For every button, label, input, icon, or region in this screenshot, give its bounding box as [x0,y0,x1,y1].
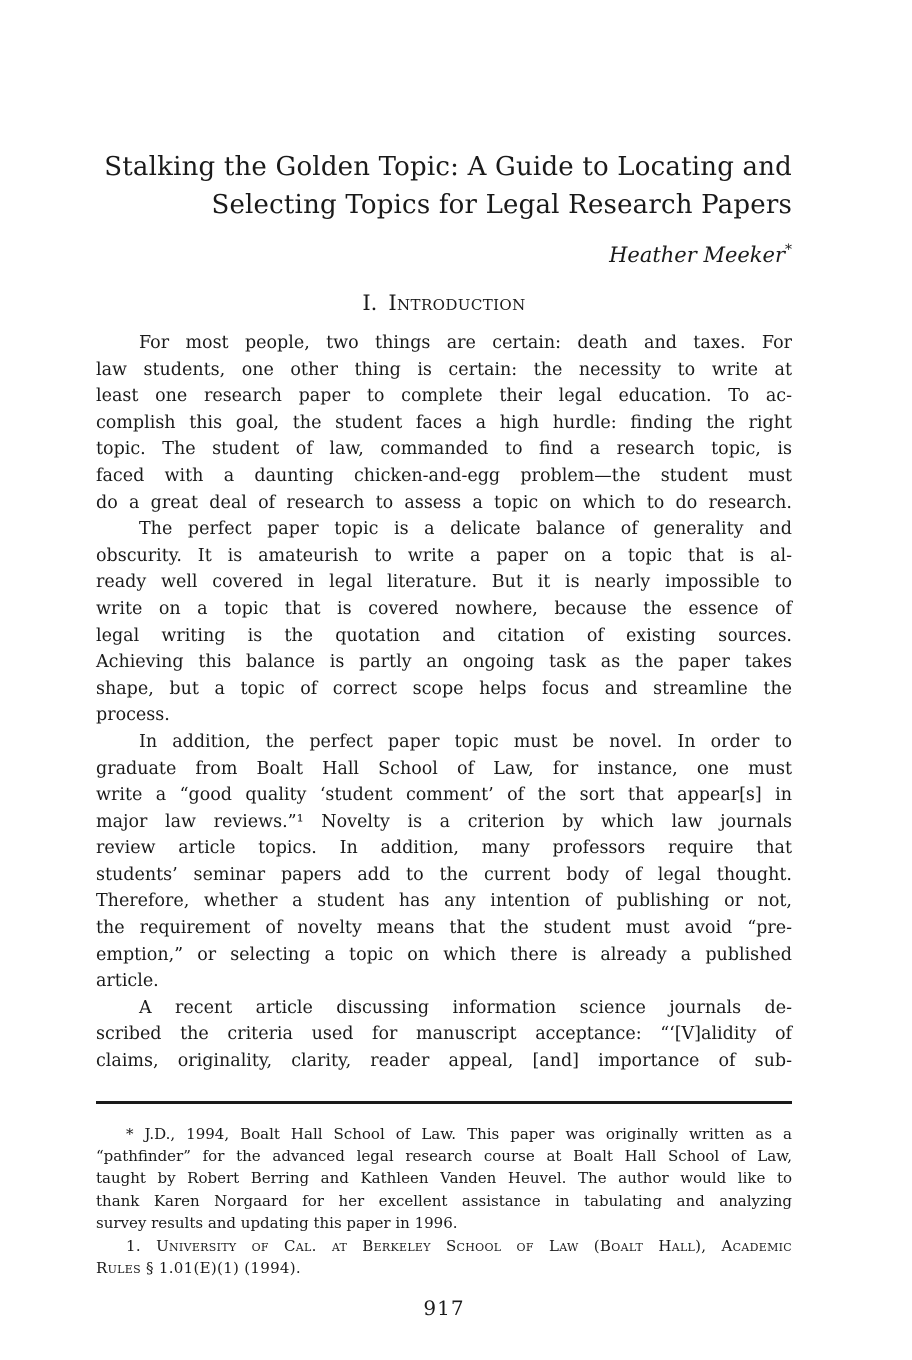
paragraph [96,729,792,995]
paragraph [96,330,792,516]
text-column [96,0,792,1320]
footnote-line: thank Karen Norgaard for her excellent assistance in tabulating and analyzing [96,1191,792,1210]
body-line: major law reviews.”¹ Novelty is a criterion by which law journals [96,811,792,832]
body-line: The perfect paper topic is a delicate balance of generality and [139,519,792,540]
section-title: Introduction [388,291,526,315]
body-line: complish this goal, the student faces a high hurdle: finding the right [96,412,792,433]
body-line: scribed the criteria used for manuscript acceptance: “‘[V]alidity of [96,1024,792,1045]
body-line: For most people, two things are certain: death and taxes. For [139,333,792,353]
footnote-line: “pathfinder” for the advanced legal research course at Boalt Hall School of Law, [96,1147,792,1166]
body-line: claims, originality, clarity, reader appeal, [and] importance of sub- [96,1051,792,1072]
section-heading [96,291,792,315]
body-line: write a “good quality ‘student comment’ of the sort that appear[s] in [96,785,792,806]
body-line: students’ seminar papers add to the current body of legal thought. [96,864,792,885]
paper-title [96,0,792,224]
footnote-line: Rules § 1.01(E)(1) (1994). [96,1259,301,1278]
paper-title-line2: Selecting Topics for Legal Research Papers [211,190,792,220]
footnote-line: * J.D., 1994, Boalt Hall School of Law. This paper was originally written as a [126,1124,792,1143]
body-line: Therefore, whether a student has any intention of publishing or not, [96,891,792,912]
footnote-line: survey results and updating this paper in 1996. [96,1214,458,1233]
body-line: law students, one other thing is certain: the necessity to write at [96,359,792,380]
body-line: In addition, the perfect paper topic must be novel. In order to [139,731,792,752]
body-line: shape, but a topic of correct scope helps focus and streamline the [96,678,792,699]
body-text [96,330,792,1075]
body-line: A recent article discussing information science journals de- [139,997,792,1018]
footnote [96,1123,792,1235]
body-line: process. [96,705,170,726]
paper-title-line1: Stalking the Golden Topic: A Guide to Locating and [104,152,792,182]
body-line: obscurity. It is amateurish to write a paper on a topic that is al- [96,545,792,566]
footnote-line: 1. University of Cal. at Berkeley School of Law (Boalt Hall), Academic [126,1236,792,1255]
paragraph [96,995,792,1075]
body-line: review article topics. In addition, many professors require that [96,838,792,859]
footnote-separator [96,1101,792,1104]
body-line: do a great deal of research to assess a topic on which to do research. [96,492,792,513]
footnote-line: taught by Robert Berring and Kathleen Vanden Heuvel. The author would like to [96,1169,792,1188]
body-line: Achieving this balance is partly an ongoing task as the paper takes [96,652,792,673]
page-number: 917 [423,1296,465,1321]
body-line: ready well covered in legal literature. But it is nearly impossible to [96,572,792,593]
body-line: topic. The student of law, commanded to find a research topic, is [96,439,792,460]
paragraph [96,516,792,729]
footnotes [96,1123,792,1280]
body-line: emption,” or selecting a topic on which there is already a published [96,944,792,965]
body-line: legal writing is the quotation and citation of existing sources. [96,625,792,646]
author-footnote-marker: * [785,242,792,258]
body-line: faced with a daunting chicken-and-egg problem—the student must [96,465,792,486]
body-line: the requirement of novelty means that the student must avoid “pre- [96,918,792,939]
body-line: write on a topic that is covered nowhere, because the essence of [96,598,792,619]
author-name: Heather Meeker [609,243,785,267]
section-numeral: I. [362,291,378,315]
author-byline [96,236,792,269]
body-line: least one research paper to complete their legal education. To ac- [96,386,792,407]
body-line: graduate from Boalt Hall School of Law, for instance, one must [96,758,792,779]
footnote [96,1235,792,1280]
body-line: article. [96,971,159,992]
